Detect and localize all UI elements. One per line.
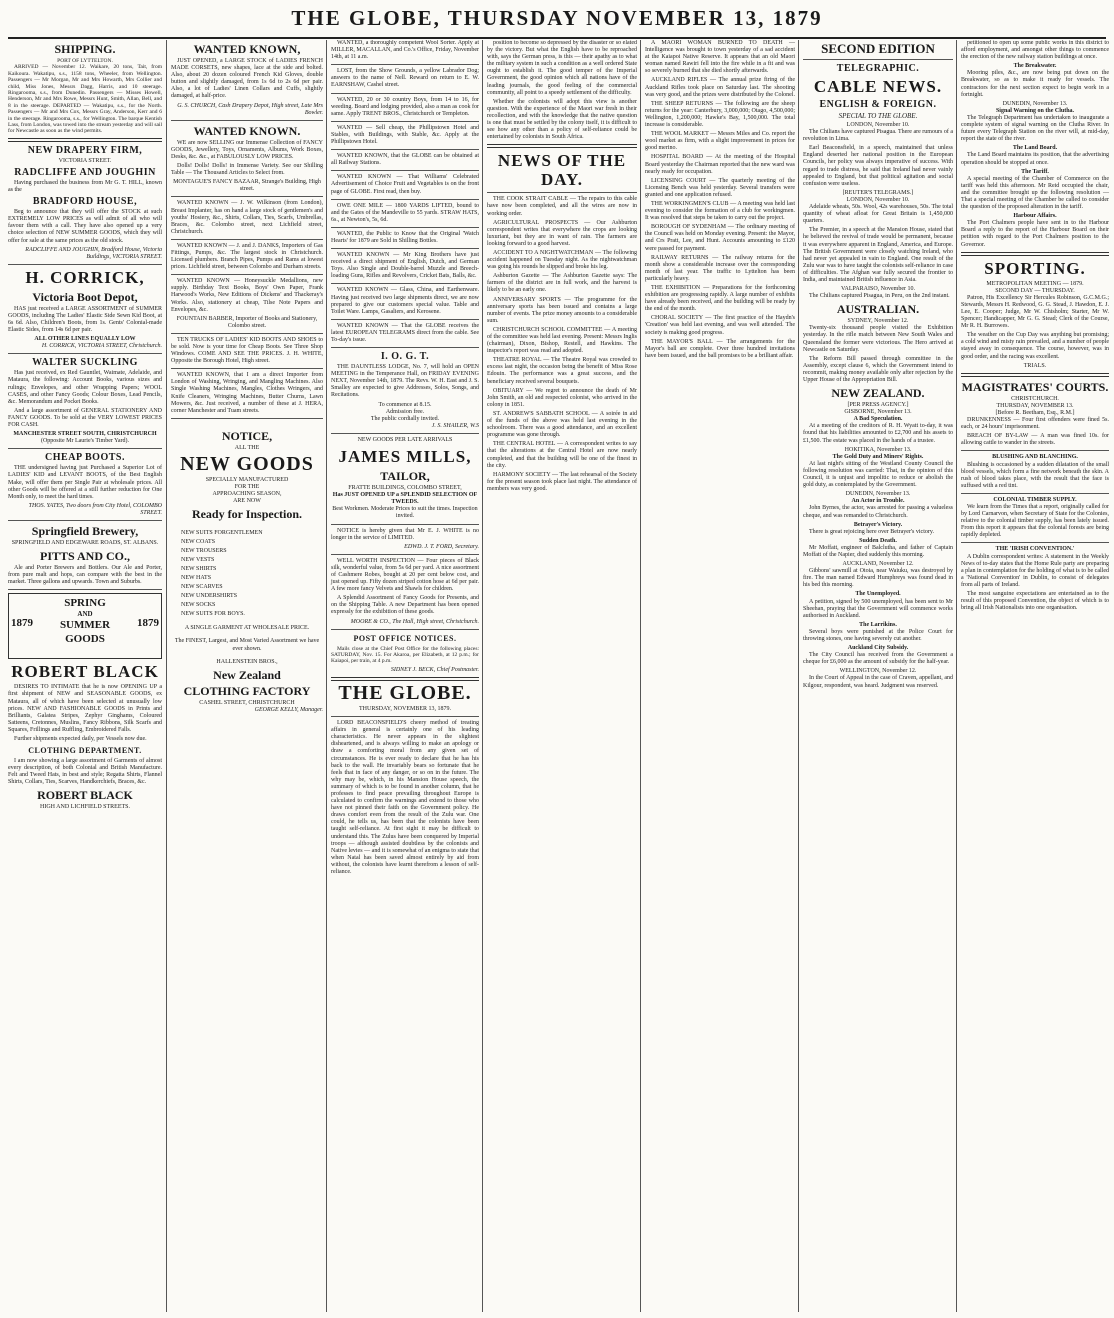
well-worth-body: WELL WORTH INSPECTION — Four pieces of Black silk, wonderful value, from 5s 6d per yard. A nice assortment of Cashmere Robes, bought at 20 per cent below cost, and just opened up. Fifty dozen striped cotton hose at 6d per pair. A few more fancy Velvets and Shawls for children. <box>331 557 479 593</box>
divider <box>8 448 162 449</box>
post-office-signature: SIDNEY J. BECK, Chief Postmaster. <box>390 666 479 673</box>
divider <box>331 248 479 249</box>
news-item: ST. ANDREW'S SABBATH SCHOOL — A soirée in aid of the funds of the above was held last evening in the schoolroom. There was a good attendance, and an excellent programme was gone through. <box>487 410 637 439</box>
special-globe: SPECIAL TO THE GLOBE. <box>838 112 918 120</box>
irish-body: A Dublin correspondent writes: A statement in the Weekly News of to-day states that the Home Rule party are preparing a plan in contemplation for the holding of what is to be called a 'National Convention' in Dublin, to consist of delegates from all parts of Ireland. <box>961 553 1109 588</box>
spring-word: SPRING <box>64 597 106 610</box>
divider <box>331 227 479 228</box>
cable-item: Mr Moffatt, engineer of Balclutha, and father of Captain Moffatt of the Napier, died suddenly this morning. <box>803 544 953 558</box>
newspaper-page <box>8 40 1109 1312</box>
new-goods-list <box>181 529 323 619</box>
corrick-heading: H. CORRICK, <box>25 267 145 287</box>
notice-heading: NOTICE, <box>221 428 273 443</box>
specially-text: SPECIALLY MANUFACTURED <box>205 476 289 483</box>
year-left: 1879 <box>11 617 33 630</box>
divider <box>8 520 162 521</box>
fancy-goods-body2: Dolls! Dolls! Dolls! in Immense Variety. See our Shilling Table — The Thousand Articles to Select from. <box>171 163 323 177</box>
leader-body: LORD BEACONSFIELD'S cheery method of treating affairs in general is certainly one of his leading characteristics. He never appears in the slightest disheartened, and is always willing to make an apology or draw a comforting moral from any given set of circumstances. He is ever ready to declare that he has his back to the wall. He invariably bears so fortunate that he feels that in face of any danger, or so on in the future. The why may be, which, in his Mansion House speech, the summary of which is to be found in another column, that he professes to find peace prevailing throughout Europe is calculated to confirm the warnings and extend to those who have not pinned their faith on the Government policy. He draws comfort even from the result of the Zulu war. One could, he tells us, has been that the colonists have been taught self-reliance. At first sight it may be difficult to understand this. The Zulus have been conquered by Imperial troops — although assisted doubtless by the colonists and Native levies — and it is somewhat of an enigma to state that when Natal has been saved almost entirely by aid from without, the colonists have learnt therefrom a lesson of self-reliance. <box>331 720 479 875</box>
globe-railway-ad: WANTED KNOWN, that the GLOBE can be obtained at all Railway Stations. <box>331 153 479 167</box>
subhead: The Breakwater. <box>1013 63 1057 70</box>
subhead: The Unemployed. <box>855 591 901 598</box>
subhead: The Larrikins. <box>859 621 897 628</box>
iogt-free: Admission free. <box>385 408 425 415</box>
subhead: Harbour Affairs. <box>1013 213 1057 220</box>
pitts-body: Ale and Porter Brewers and Bottlers. Our Ale and Porter, from pure malt and hops, can compare with the best in the market. Three gallons and upwards. Town and Suburbs. <box>8 565 162 586</box>
divider <box>8 264 162 265</box>
list-item: NEW HATS <box>181 575 212 582</box>
divider <box>331 554 479 555</box>
clothing-heading: CLOTHING DEPARTMENT. <box>28 746 142 756</box>
news-item: THE SHEEP RETURNS — The following are the sheep returns for the year: Canterbury, 3,000,000; Otago, 4,500,000; Wellington, 1,200,000; Hawke's Bay, 1,500,000. The total increase is considerable. <box>645 100 795 129</box>
cable-item: A special meeting of the Chamber of Commerce on the tariff was held this afternoon. Mr Reid occupied the chair, and the committee brought up the following resolution — That a special meeting of the Chamber be called to consider the question of the proposed alteration in the tariff. <box>961 175 1109 211</box>
black-signature: ROBERT BLACK <box>37 788 133 803</box>
divider <box>331 433 479 434</box>
news-item: A MAORI WOMAN BURNED TO DEATH — Intelligence was brought to town yesterday of a sad accident at the Kaiapoi Native Reserve. It appears that an old Maori woman named Rawiri fell into the fire while in a fit and was so severely burned that she died shortly afterwards. <box>645 40 795 75</box>
column-7 <box>956 40 1111 1312</box>
cable-item: The Reform Bill passed through committee in the Assembly, except clause 6, which the Government intend to recommit, making money available only after rejection by the Upper House of the Appropriation Bill. <box>803 355 953 383</box>
divider <box>171 418 323 419</box>
corrick-sub: Victoria Boot Depot, <box>32 289 138 304</box>
clothing-factory-heading: CLOTHING FACTORY <box>183 683 311 698</box>
masthead <box>0 0 1114 40</box>
list-item: NEW COATS <box>181 539 216 546</box>
splendid-body: A Splendid Assortment of Fancy Goods for Presents, and on the Shipping Table. A new Department has been opened expressly for the exhibition of these goods. <box>331 595 479 616</box>
divider <box>331 319 479 320</box>
subhead: Betrayer's Victory. <box>853 521 903 528</box>
divider <box>961 493 1109 494</box>
hera-body: WANTED KNOWN, that I am a direct Importer from London of Washing, Wringing, and Mangling Machines. Also Single Washing Machines, Mangles, Clothes Wringers, and Knife Cleaners, Wringing Machines, Butter Churns, Lawn Mowers, &c. Just received, a number of these at J. HERA, corner Manchester and Tuam streets. <box>171 372 323 414</box>
cable-item: John Byrnes, the actor, was arrested for passing a valueless cheque, and was remanded to Christchurch. <box>803 505 953 519</box>
shipping-body: ARRIVED — November 12. Waikare, 20 tons, Tait, from Kaikoura. Wakatipu, s.s., 1158 tons, Wheeler, from Wellington. Passengers — Mr Morgan, Mr and Mrs Howarth, Mrs Collier and child, Miss Jones, Messrs Dagg, Harris, and 10 steerage. Ringarooma, s.s., from Dunedin. Passengers — Misses Howell, Henderson, Mr and Mrs Rowe, Messrs Hunt, Smith, Allan, Bell, and 8 in the steerage. DEPARTED — Wakatipu, s.s., for the North. Passengers — Mr and Mrs Cox, Messrs Gray, Anderson, Kerr and 6 in the steerage. Ringarooma, s.s., for Wellington. The barque Kentish Lass, from London, was towed into the stream yesterday and will sail for Newcastle as soon as the wind permits. <box>8 64 162 135</box>
wilkinson-body: WANTED KNOWN — J. W. Wilkinson (from London), Breast Implanter, has on hand a large stock of gentlemen's and youths' Hosiery, &c., Shirts, Collars, Ties, Scarfs, Umbrellas, Braces, &c. Colombo street, next Lichfield street, Christchurch. <box>171 200 323 235</box>
column-2 <box>166 40 325 1312</box>
dateline: GISBORNE, November 13. <box>844 409 912 416</box>
divider <box>961 450 1109 451</box>
press-agency: [PER PRESS AGENCY.] <box>847 402 909 409</box>
list-item: NEW SUITS FOR BOYS. <box>181 611 245 618</box>
single-garment-text: A SINGLE GARMENT AT WHOLESALE PRICE. <box>184 625 310 632</box>
cable-item: The Port Chalmers people have sent in to the Harbour Board a reply to the report of the Harbour Board on their petition with regard to the Port Chalmers position to the Governor. <box>961 220 1109 248</box>
cable-item: The Telegraph Department has undertaken to inaugurate a complete system of signal warning on the Clutha River. In future every Telegraph Station on the river will, at mid-day, report the state of the river. <box>961 114 1109 143</box>
shipping-heading: SHIPPING. <box>54 42 116 56</box>
shipping-sub: PORT OF LYTTELTON. <box>57 58 113 64</box>
corrick-signature: H. CORRICK, VICTORIA STREET, Christchurch. <box>41 343 162 350</box>
column-4 <box>482 40 639 1312</box>
news-item: CHRISTCHURCH SCHOOL COMMITTEE — A meeting of the committee was held last evening. Present: Messrs Inglis (chairman), Dixon, Bishop, Restell, and Hawkins. The inspector's report was read and adopted. <box>487 326 637 355</box>
new-zealand-heading: New Zealand <box>213 667 281 682</box>
divider <box>8 138 162 142</box>
news-item: CHORAL SOCIETY — The first practice of the Haydn's 'Creation' was held last evening, and was well attended. The society is making good progress. <box>645 315 795 336</box>
pitts-heading: PITTS AND CO., <box>39 549 131 564</box>
cable-item: At last night's sitting of the Westland County Council the following resolution was carried: That, in the opinion of this Council, it is unjust and impolitic to reduce or abolish the gold duty, as contemplated by the Government. <box>803 460 953 489</box>
radcliffe-body: Having purchased the business from Mr G. T. HILL, known as the <box>8 179 162 194</box>
court-item: BREACH OF BY-LAW — A man was fined 10s. for allowing cattle to wander in the streets. <box>961 433 1109 447</box>
iogt-body: THE DAUNTLESS LODGE, No. 7, will hold an OPEN MEETING in the Temperance Hall, on FRIDAY EVENING NEXT, November 14th, 1879. The Revs. W. H. East and J. S. Smalley are expected to give Addresses, Solos, Songs, and Recitations. <box>331 364 479 399</box>
black-address: HIGH AND LICHFIELD STREETS. <box>40 804 130 811</box>
iogt-signature: J. S. SHAILER, W.S <box>431 422 479 429</box>
divider <box>331 93 479 94</box>
subhead: The Gold Duty and Miners' Rights. <box>832 453 924 460</box>
list-item: NEW UNDERSHIRTS <box>181 593 238 600</box>
lost-dog-ad: LOST, from the Show Grounds, a yellow Labrador Dog; answers to the name of Nell. Reward on return to E. W. EARNSHAW, Cashel street. <box>331 68 479 89</box>
leader-continued: position to become so depressed by the disaster or so elated by the victory. But what the English have to be reproached with, says the German press, is this — their apathy as to what the military system in such a condition as a well ordered State ought to establish it. The good temper of the Imperial Government, the good opinion which all nations have of the leading journals, the good feeling of the commercial community, all point to a speedy settlement of the difficulty. <box>487 40 637 96</box>
spring-summer-text <box>43 596 127 646</box>
news-item: AGRICULTURAL PROSPECTS — Our Ashburton correspondent writes that everywhere the crops are looking luxuriant, but they are in want of rain. The farmers are looking forward to a good harvest. <box>487 219 637 247</box>
court-before: [Before R. Beetham, Esq., R.M.] <box>995 409 1075 416</box>
divider <box>331 121 479 122</box>
finest-text: The FINEST, Largest, and Most Varied Assortment we have ever shown. <box>174 638 320 652</box>
goods-word: GOODS <box>65 633 105 646</box>
post-office-body: Mails close at the Chief Post Office for the following places: SATURDAY, Nov. 15. For Akaroa, per Elizabeth, at 12 p.m.; for Kaiapoi, per train, at 4 p.m. <box>331 645 479 665</box>
mills-body2: Best Workmen. Moderate Prices to suit the times. Inspection invited. <box>332 506 478 520</box>
cable-item: Twenty-six thousand people visited the Exhibition yesterday. In the rifle match between New South Wales and Queensland the former were victorious. The Hero arrived at Newcastle on Saturday. <box>803 325 953 353</box>
cable-item: Mooring piles, &c., are now being put down on the Breakwater, so as to make it ready for vessels. The contractors for the next section expect to begin work in a fortnight. <box>961 70 1109 98</box>
news-item: THEATRE ROYAL — The Theatre Royal was crowded to excess last night, the occasion being the benefit of Miss Rose Edouin. The performance was a great success, and the beneficiary received several bouquets. <box>487 357 637 385</box>
christchurch-sub: CHRISTCHURCH. <box>1011 395 1059 402</box>
list-item: NEW TROUSERS <box>181 548 227 555</box>
divider <box>331 149 479 150</box>
dateline: SYDNEY, November 12. <box>847 318 909 325</box>
mills-body: Has JUST OPENED UP a SPLENDID SELECTION OF TWEEDS. <box>332 492 478 506</box>
news-item: ANNIVERSARY SPORTS — The programme for the anniversary sports has been issued and contains a large number of events. The prize money amounts to a considerable sum. <box>487 296 637 324</box>
glass-china-ad: WANTED KNOWN — Glass, China, and Earthenware. Having just received two large shipments direct, we are now prepared to give our customers special value. Table and Toilet Ware. Lamps, Gasaliers, and Kerosene. <box>331 287 479 315</box>
iogt-invite: The public cordially invited. <box>370 415 440 422</box>
fancy-goods-signature: MONTAGUE'S FANCY BAZAAR, Strange's Building, High street. <box>173 179 321 193</box>
cable-item: Gibbons' sawmill at Otoia, near Waiuku, was destroyed by fire. The man named Edward Humphreys was found dead in his bed this morning. <box>803 568 953 589</box>
country-boys-ad: WANTED, 20 or 30 country Boys, from 14 to 16, for weeding. Board and lodging provided, also a man as cook for same. Apply TRENT BROS., Christchurch or Templeton. <box>331 96 479 117</box>
dateline: DUNEDIN, November 13. <box>1002 100 1068 107</box>
divider <box>487 192 637 193</box>
black-body: DESIRES TO INTIMATE that he is now OPENING UP a first shipment of NEW and SEASONABLE GOODS, ex Mataura, all of which have been selected at unusually low prices. NEW AND FASHIONABLE GOODS in Prints and Brilliants, Galatea Stripes, Zephyr Ginghams, Coloured Satteens, Cretonnes, Muslins, Fancy Ribbons, Silk Scarfs and Squares, Frillings and Ruffling, Embroidered Falls. <box>8 684 162 733</box>
telegraphic-heading: TELEGRAPHIC. <box>836 63 920 74</box>
irish-body2: The most sanguine expectations are entertained as to the result of this proposed Convention, the object of which is to bring all Irish Nationalists into one organisation. <box>961 591 1109 612</box>
dateline: VALPARAISO, November 10. <box>840 286 915 293</box>
leader-continued-2: Whether the colonists will adopt this view is another question. With the experience of the Maori war fresh in their recollection, and with the knowledge that the native question is one that must be settled by the colony itself, it is difficult to see how any other than a policy of self-reliance could be entertained by colonists in South Africa. <box>487 98 637 141</box>
news-item: AUCKLAND RIFLES — The annual prize firing of the Auckland Rifles took place on Saturday last. The shooting was very good, and the prizes were distributed by the Colonel. <box>645 77 795 98</box>
iogt-time: To commence at 8.15. <box>378 401 432 408</box>
divider <box>171 274 323 275</box>
dateline: WELLINGTON, November 12. <box>839 668 917 675</box>
column-5 <box>640 40 797 1312</box>
new-goods-heading: NEW GOODS <box>180 452 314 475</box>
cable-item: A petition, signed by 500 unemployed, has been sent to Mr Sheehan, praying that the Government will commence works authorised in Auckland. <box>803 598 953 619</box>
news-item: THE EXHIBITION — Preparations for the forthcoming exhibition are progressing rapidly. A large number of exhibits have already been received, and the building will be ready by the end of the month. <box>645 285 795 313</box>
all-the: ALL THE <box>234 444 260 451</box>
newspaper-title: THE GLOBE, THURSDAY NOVEMBER 13, 1879 <box>291 6 823 30</box>
suckling-signature: MANCHESTER STREET SOUTH, CHRISTCHURCH <box>13 431 157 438</box>
news-item: BOROUGH OF SYDENHAM — The ordinary meeting of the Council was held on Monday evening. Present: the Mayor, and Crs Pratt, Lee, and Hunt. Accounts amounting to £120 were passed for payment. <box>645 224 795 252</box>
danks-body: WANTED KNOWN — J. and J. DANKS, Importers of Gas Fittings, Pumps, &c. The largest stock in Christchurch. Licensed plumbers. Branch Pipes, Pumps and Rams at lowest prices. Lichfield street, between Colombo and Durham streets. <box>171 242 323 271</box>
cable-item: The Chilians have captured Pisagua. There are rumours of a revolution in Lima. <box>803 129 953 143</box>
dateline: HOKITIKA, November 13. <box>844 446 912 453</box>
subhead: An Actor in Trouble. <box>851 498 905 505</box>
divider <box>171 120 323 121</box>
column-1 <box>8 40 164 1312</box>
summer-word: SUMMER <box>59 619 111 632</box>
honeysuckle-body: WANTED KNOWN — Honeysuckle Medallions, new supply. Birthday Text Books, Boys' Own Paper, Frank Harwood's Works, New Editions of Dickens' and Thackeray's Works. Also, stationery at cheap, Tilse Note Papers and Envelopes, &c. <box>171 278 323 313</box>
news-item: HARMONY SOCIETY — The last rehearsal of the Society for the present season took place last night. The attendance of members was very good. <box>487 471 637 492</box>
list-item: NEW SHIRTS <box>181 566 217 573</box>
hallenstein-text: HALLENSTEIN BROS., <box>216 658 278 665</box>
reuter-label: [REUTER'S TELEGRAMS.] <box>842 189 914 196</box>
corrick-body: HAS just received a LARGE ASSORTMENT of SUMMER GOODS, including The Ladies' Elastic Side Sewn Kid Boot, at 6s 6d. Also, Children's Boots, from 1s. Gents' Colonial-made Elastic Sides, from 14s 6d per pair. <box>8 305 162 334</box>
iogt-heading: I. O. G. T. <box>380 351 430 363</box>
dateline: LONDON, November 10. <box>846 196 910 203</box>
magistrates-heading: MAGISTRATES' COURTS. <box>961 379 1109 394</box>
divider <box>171 368 323 369</box>
black-body2: Further shipments expected daily, per Vessels now due. <box>14 736 147 742</box>
news-item: THE CENTRAL HOTEL — A correspondent writes to say that the alterations at the Central Hotel are now nearly completed, and that the building will be one of the finest in the city. <box>487 441 637 469</box>
radcliffe-heading: RADCLIFFE AND JOUGHIN <box>14 166 156 178</box>
cable-item: Several boys were punished at the Police Court for throwing stones, one having severely cut another. <box>803 628 953 642</box>
cashel-address: CASHEL STREET, CHRISTCHURCH <box>199 699 295 706</box>
divider <box>331 629 479 630</box>
suckling-body2: And a large assortment of GENERAL STATIONERY AND FANCY GOODS. To be sold at the VERY LOWEST PRICES FOR CASH. <box>8 407 162 429</box>
news-item: THE WOOL MARKET — Messrs Miles and Co. report the wool market as firm, with a slight improvement in prices for good merino. <box>645 131 795 152</box>
radcliffe-body2: Beg to announce that they will offer the STOCK at such EXTREMELY LOW PRICES as will admit of all who will favour them with a call. They have also opened up a very choice selection of NEW SUMMER GOODS, which they will offer for sale at the same prices as the old stock. <box>8 209 162 244</box>
list-item: NEW VESTS <box>181 557 215 564</box>
cheap-boots-heading: CHEAP BOOTS. <box>45 452 125 464</box>
divider <box>331 170 479 171</box>
divider <box>331 199 479 200</box>
divider <box>8 353 162 354</box>
mills-heading: JAMES MILLS, <box>338 447 472 467</box>
year-right: 1879 <box>137 617 159 630</box>
wanted-known-heading: WANTED KNOWN, <box>193 42 301 56</box>
cable-item: Adelaide wheats, 50s. Wool, 42s warehouses, 50s. The total quantity of wheat afloat for Great Britain is 1,450,000 quarters. <box>803 204 953 225</box>
divider <box>171 333 323 334</box>
cable-item: petitioned to open up some public works in this district to afford employment, and amongst other things to commence the erection of the new railway station buildings at once. <box>961 40 1109 61</box>
straw-hats-ad: OWE ONE MILE — 1800 YARDS LIFTED, bound to and the Gates of the Mandeville to 55 yards. STRAW HATS, 6s., at Newton's, 5s, 6d. <box>331 202 479 223</box>
watch-hearts-ad: WANTED, the Public to Know that the Original 'Watch Hearts' for 1879 are Sold in Shilling Bottles. <box>331 230 479 244</box>
divider <box>331 524 479 525</box>
bradford-heading: BRADFORD HOUSE, <box>32 196 138 208</box>
subhead: A Bad Speculation. <box>853 416 903 423</box>
metro-meeting: METROPOLITAN MEETING — 1879. <box>986 280 1084 287</box>
column-3 <box>326 40 481 1312</box>
colonial-heading: COLONIAL TIMBER SUPPLY. <box>993 496 1077 503</box>
are-now-text: ARE NOW <box>233 498 261 505</box>
subhead: The Land Board. <box>1012 145 1058 152</box>
column-6 <box>798 40 955 1312</box>
news-item: THE WORKINGMEN'S CLUB — A meeting was held last evening to consider the formation of a club for workingmen. It was resolved that steps be taken to carry out the project. <box>645 200 795 222</box>
draper-sub: VICTORIA STREET. <box>58 157 112 164</box>
dateline: DUNEDIN, November 13. <box>845 491 911 498</box>
blushing-heading: BLUSHING AND BLANCHING. <box>992 454 1078 461</box>
draper-heading: NEW DRAPERY FIRM, <box>27 144 143 156</box>
divider <box>803 59 953 60</box>
english-foreign-heading: ENGLISH & FOREIGN. <box>819 99 937 110</box>
divider <box>8 589 162 590</box>
cable-item: The City Council has received from the Government a cheque for £6,000 as the amount of subsidy for the half-year. <box>803 652 953 666</box>
post-office-heading: POST OFFICE NOTICES. <box>353 633 457 643</box>
wool-sorter-ad: WANTED, a thoroughly competent Wool Sorter. Apply at MILLER, MACALLAN, and Co.'s Office, Friday, November 14th, at 11 a.m. <box>331 40 479 61</box>
barber-signature: FOUNTAIN BARBER, Importer of Books and Stationery, Colombo street. <box>176 315 318 329</box>
subhead: Signal Warning on the Clutha. <box>995 107 1075 114</box>
divider <box>331 347 479 348</box>
australian-heading: AUSTRALIAN. <box>836 302 920 317</box>
wanted-known-heading: WANTED KNOWN. <box>193 123 301 138</box>
ready-heading: Ready for Inspection. <box>191 507 303 522</box>
williams-fruit-ad: WANTED KNOWN — That Williams' Celebrated Advertisement of Choice Fruit and Vegetables is on the front page of GLOBE. First read, then buy. <box>331 174 479 195</box>
divider <box>331 64 479 65</box>
dateline: LONDON, November 10. <box>846 122 910 128</box>
news-item: ACCIDENT TO A NIGHTWATCHMAN — The following accident happened on Tuesday night. As the nightwatchman was going his rounds he slipped and broke his leg. <box>487 249 637 271</box>
sporting-body2: The weather on the Cup Day was anything but promising; a cold wind and misty rain prevailed, and a number of people stayed away in consequence. The course, however, was in good order, and the racing was excellent. <box>961 332 1109 360</box>
sporting-heading: SPORTING. <box>984 258 1086 278</box>
suckling-body: Has just received, ex Red Gauntlet, Waimate, Adelaide, and Mataura, the following: Account Books, various sizes and rulings; Envelopes, and other Wrapping Papers; WOOL CASES, and other Fancy Goods; Colour Boxes, Lead Pencils, &c. Memorandum and Pocket Books. <box>8 370 162 405</box>
dateline: AUCKLAND, November 12. <box>842 561 914 568</box>
news-item: THE COOK STRAIT CABLE — The repairs to this cable have now been completed, and all the wires are now in working order. <box>487 196 637 217</box>
radcliffe-signature: RADCLIFFE AND JOUGHIN, Bradford House, Victoria Buildings, VICTORIA STREET. <box>25 246 162 260</box>
corsets-signature: G. S. CHURCH, Cash Drapery Depot, High street, Late Mrs Bowler. <box>177 102 323 116</box>
list-item: NEW SUITS FORGENTLEMEN <box>181 530 263 537</box>
corrick-note: ALL OTHER LINES EQUALLY LOW <box>34 336 136 343</box>
manager-signature: GEORGE KELLY, Manager. <box>254 706 323 713</box>
new-goods-arrivals: NEW GOODS PER LATE ARRIVALS <box>357 436 453 443</box>
list-item: NEW SCARVES <box>181 584 223 591</box>
news-item: Ashburton Gazette — The Ashburton Gazette says: The farmers of the district are in full work, and the harvest is likely to be an early one. <box>487 273 637 294</box>
irish-heading: THE 'IRISH CONVENTION.' <box>995 546 1075 553</box>
suckling-heading: WALTER SUCKLING <box>32 357 138 369</box>
second-day: SECOND DAY — THURSDAY. <box>995 287 1075 294</box>
news-heading: NEWS OF THE DAY. <box>497 151 627 190</box>
blushing-body: Blushing is occasioned by a sudden dilatation of the small blood vessels, which form a fine network beneath the skin. A rush of blood takes place, with the result that the face is suffused with a red tint. <box>961 461 1109 489</box>
court-date: THURSDAY, NOVEMBER 13. <box>996 402 1074 409</box>
clothing-body: I am now showing a large assortment of Garments of almost every description, of both Colonial and British Manufacture. Felt and Tweed Hats, in best and style; Regatta Shirts, Flannel Shirts, Collars, Ties, Scarves, Handkerchiefs, Braces, &c. <box>8 758 162 786</box>
hotel-ad: WANTED — Sell cheap, the Phillipstown Hotel and Stables, with Buildings, with Stable, &c. Apply at the Phillipstown Hotel. <box>331 124 479 146</box>
news-item: THE MAYOR'S BALL — The arrangements for the Mayor's ball are complete. Over three hundred invitations have been issued, and the ball promises to be a brilliant affair. <box>645 338 795 359</box>
fancy-goods-body: WE are now SELLING our Immense Collection of FANCY GOODS, Jewellery, Toys, Ornaments, Albums, Work Boxes, Desks, &c. &c., at FABULOUSLY LOW PRICES. <box>171 139 323 160</box>
news-item: RAILWAY RETURNS — The railway returns for the month show a considerable increase over the corresponding month of last year. The traffic to Lyttelton has been particularly heavy. <box>645 254 795 282</box>
for-the-text: FOR THE <box>234 484 260 491</box>
new-zealand-heading: NEW ZEALAND. <box>831 386 925 401</box>
notice-white: NOTICE is hereby given that Mr E. J. WHITE is no longer in the service of LIMITED. <box>331 527 479 541</box>
cable-item: The Premier, in a speech at the Mansion House, stated that he believed the revival of trade would be permanent, because it was everywhere apparent in England, America, and Europe. The British Government were closely watching Ireland, who had never yet appealed in vain to England. One result of the Zulu war was to have taught the colonists self-reliance in case of difficulties. The Afghan war fully secured the frontier to India, and maintained British influence in Asia. <box>803 227 953 283</box>
divider <box>487 144 637 148</box>
cable-item: There is great rejoicing here over Betrayer's victory. <box>809 528 934 535</box>
cable-item: Earl Beaconsfield, in a speech, maintained that unless England deserted her national position in the European Councils, her policy was always imperative of success. With regard to trade distress, he said that Ireland had never vainly appealed to England, but that political agitation and social confusion were useless. <box>803 145 953 187</box>
telegrams-ad: WANTED KNOWN — That the GLOBE receives the latest EUROPEAN TELEGRAMS direct from the cable. See To-day's issue. <box>331 322 479 343</box>
cable-news-heading: CABLE NEWS. <box>813 77 943 96</box>
news-item: HOSPITAL BOARD — At the meeting of the Hospital Board yesterday the Chairman reported that the new ward was nearly ready for occupation. <box>645 154 795 175</box>
spring-summer-box <box>8 593 162 659</box>
trials-label: TRIALS. <box>1023 362 1047 369</box>
divider <box>331 283 479 284</box>
second-edition-heading: SECOND EDITION <box>821 41 935 56</box>
and-word: AND <box>77 610 93 619</box>
suckling-note: (Opposite Mr Laurie's Timber Yard). <box>40 438 130 445</box>
divider <box>961 373 1109 377</box>
divider <box>961 252 1109 256</box>
approaching-text: APPROACHING SEASON, <box>212 491 282 498</box>
cable-item: The Chilians captured Pisagua, in Peru, on the 2nd instant. <box>809 293 950 300</box>
mills-address: FRATTE BUILDINGS, COLOMBO STREET, <box>348 485 462 492</box>
divider <box>331 677 479 681</box>
the-globe-date: THURSDAY, NOVEMBER 13, 1879. <box>358 705 451 712</box>
list-item: NEW SOCKS <box>181 602 216 609</box>
court-item: DRUNKENNESS — Four first offenders were fined 5s. each, or 24 hours' imprisonment. <box>961 417 1109 431</box>
news-item: OBITUARY — We regret to announce the death of Mr John Smith, an old and respected colonist, who arrived in the colony in 1851. <box>487 387 637 408</box>
cable-item: At a meeting of the creditors of R. H. Wyatt to-day, it was found that his liabilities amounted to £2,700 and his assets to £1,500. The estate was placed in the hands of a trustee. <box>803 423 953 444</box>
ford-signature: EDWD. J. T. FORD, Secretary. <box>404 543 479 550</box>
sporting-body: Patron, His Excellency Sir Hercules Robinson, G.C.M.G.; Stewards, Messrs H. Redwood, G. G. Stead, J. Hawdon, E. J. Lee, E. Cooper; Judge, Mr W. Chisholm; Starter, Mr W. Spencer; Handicapper, Mr G. G. Stead; Clerk of the Course, Mr R. H. Burrowes. <box>961 294 1109 330</box>
trucks-body: TEN TRUCKS OF LADIES' KID BOOTS AND SHOES to be sold. Now is your time for Cheap Boots. See Three Shop Windows. COME AND SEE THE PRICES. J. H. WHITE, Opposite the Borough Hotel, High street. <box>171 336 323 365</box>
divider <box>171 239 323 240</box>
the-globe-heading: THE GLOBE. <box>338 681 472 704</box>
cable-item: In the Court of Appeal in the case of Craven, appellant, and Kilgour, respondent, was heard. Judgment was reserved. <box>803 675 953 689</box>
divider <box>331 716 479 717</box>
subhead: Sudden Death. <box>859 537 897 544</box>
cheap-boots-signature: THOS. YATES, Two doors from City Hotel, COLOMBO STREET. <box>28 502 162 516</box>
brewery-heading: Springfield Brewery, <box>31 523 139 538</box>
brewery-sub: SPRINGFIELD AND EDGEWARE ROADS, ST. ALBANS. <box>11 539 159 546</box>
corsets-body: JUST OPENED, a LARGE STOCK of LADIES FRENCH MADE CORSETS, new shapes, lace at the side and bolted. Also, about 20 dozen coloured French Kid Gloves, double button and slightly damaged, from 1s 6d to 2s 6d per pair. Also, a lot of Ladies' Linen Collars and Cuffs, slightly damaged, at half-price. <box>171 58 323 100</box>
masthead-rule <box>8 37 1106 39</box>
divider <box>171 196 323 197</box>
cheap-boots-body: THE undersigned having just Purchased a Superior Lot of LADIES' KID and LEVANT BOOTS, of the Best English Make, will offer them per Single Pair at wholesale prices. All other Goods will be offered at a still further reduction for One Month only, to meet the hard times. <box>8 465 162 500</box>
news-item: LICENSING COURT — The quarterly meeting of the Licensing Bench was held yesterday. Several transfers were granted and one application refused. <box>645 177 795 198</box>
subhead: The Tariff. <box>1021 168 1049 175</box>
tailor-heading: TAILOR, <box>380 469 430 484</box>
black-heading: ROBERT BLACK <box>11 662 159 682</box>
subhead: Auckland City Subsidy. <box>847 645 909 652</box>
cable-item: The Land Board maintains its position, that the advertising operation should be stopped at once. <box>961 152 1109 166</box>
moore-signature: MOORE & CO., The Hall, High street, Christchurch. <box>350 618 479 625</box>
divider <box>961 542 1109 543</box>
king-brothers-ad: WANTED KNOWN — Mr King Brothers have just received a direct shipment of English, Dutch, and German Toys. Also Single and Double-barrel Muzzle and Breech-loading Guns, Rifles and Revolvers, Cricket Bats, Balls, &c. <box>331 252 479 280</box>
colonial-body: We learn from the Times that a report, originally called for by Lord Carnarvon, when Secretary of State for the Colonies, relative to the colonial timber supply, has been lately issued. From this report it appears that the colonial forests are being rapidly depleted. <box>961 503 1109 539</box>
